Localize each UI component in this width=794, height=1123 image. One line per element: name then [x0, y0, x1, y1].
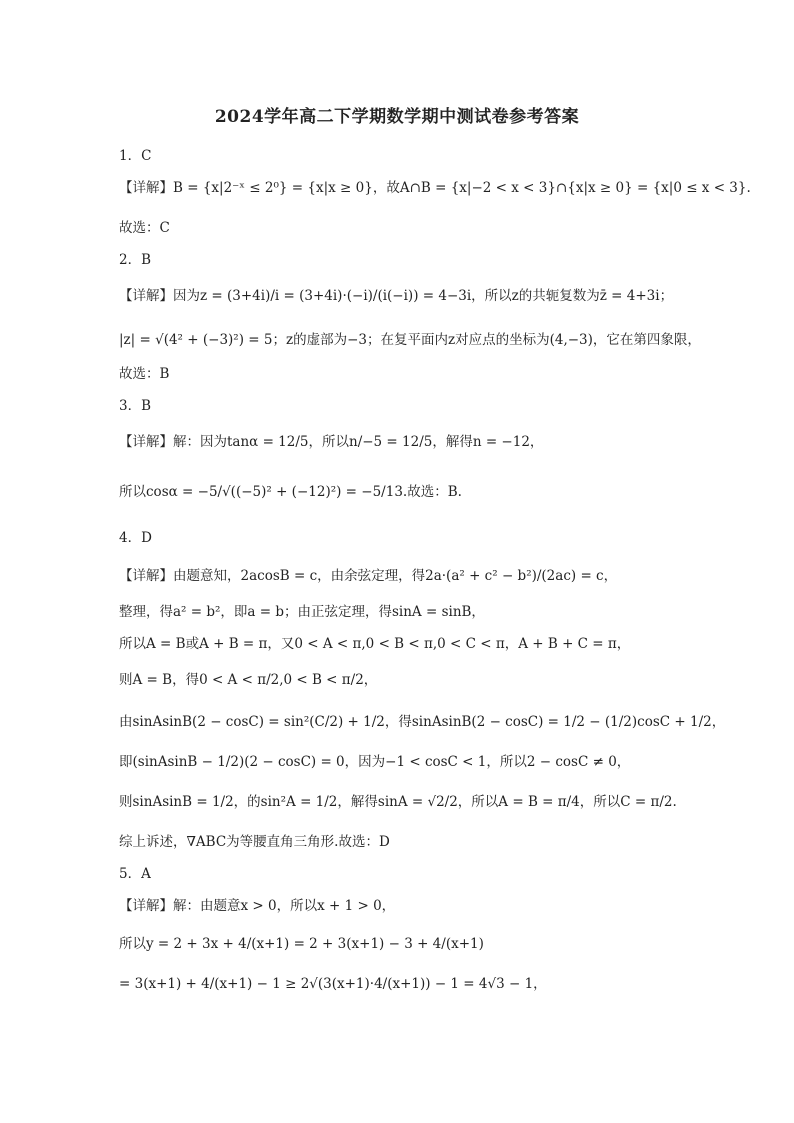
answer-4-detail-h: 综上诉述，∇ABC为等腰直角三角形.故选：D [119, 834, 390, 850]
answer-3-detail-b: 所以cosα = −5/√((−5)² + (−12)²) = −5/13.故选：B. [119, 484, 462, 500]
answer-5: 5．A [119, 866, 151, 882]
answer-4-detail-b: 整理，得a² = b²，即a = b；由正弦定理，得sinA = sinB， [119, 604, 485, 620]
answer-4-detail-f: 即(sinAsinB − 1/2)(2 − cosC) = 0，因为−1 < cosC < 1，所以2 − cosC ≠ 0， [119, 754, 631, 770]
answer-2-detail-b: |z| = √(4² + (−3)²) = 5；z的虚部为−3；在复平面内z对应点的坐标为(4,−3)，它在第四象限， [119, 332, 701, 348]
answer-4-detail-d: 则A = B，得0 < A < π/2,0 < B < π/2， [119, 672, 378, 688]
answer-1-detail: 【详解】B = {x|2⁻ˣ ≤ 2⁰} = {x|x ≥ 0}，故A∩B = {x|−2 < x < 3}∩{x|x ≥ 0} = {x|0 ≤ x < 3}. [119, 180, 751, 196]
answer-5-detail-c: = 3(x+1) + 4/(x+1) − 1 ≥ 2√(3(x+1)·4/(x+1)) − 1 = 4√3 − 1， [119, 976, 547, 992]
answer-2-choice: 故选：B [119, 366, 170, 382]
answer-4-detail-e: 由sinAsinB(2 − cosC) = sin²(C/2) + 1/2，得sinAsinB(2 − cosC) = 1/2 − (1/2)cosC + 1/2， [119, 714, 726, 730]
answer-5-detail-a: 【详解】解：由题意x > 0，所以x + 1 > 0， [119, 898, 396, 914]
answer-5-detail-b: 所以y = 2 + 3x + 4/(x+1) = 2 + 3(x+1) − 3 + 4/(x+1) [119, 936, 484, 952]
answer-4-detail-a: 【详解】由题意知，2acosB = c，由余弦定理，得2a·(a² + c² − b²)/(2ac) = c， [119, 568, 618, 584]
answer-3: 3．B [119, 398, 152, 414]
answer-1-choice: 故选：C [119, 220, 170, 236]
answer-1: 1．C [119, 148, 152, 164]
page-title: 2024学年高二下学期数学期中测试卷参考答案 [214, 107, 580, 127]
answer-2-detail-a: 【详解】因为z = (3+4i)/i = (3+4i)·(−i)/(i(−i)) = 4−3i，所以z的共轭复数为z̄ = 4+3i； [119, 288, 674, 304]
answer-4-detail-g: 则sinAsinB = 1/2，的sin²A = 1/2，解得sinA = √2/2，所以A = B = π/4，所以C = π/2. [119, 794, 677, 810]
answer-2: 2．B [119, 252, 152, 268]
answer-3-detail-a: 【详解】解：因为tanα = 12/5，所以n/−5 = 12/5，解得n = −12， [119, 434, 544, 450]
answer-4: 4．D [119, 530, 152, 546]
answer-4-detail-c: 所以A = B或A + B = π，又0 < A < π,0 < B < π,0 < C < π，A + B + C = π， [119, 636, 631, 652]
